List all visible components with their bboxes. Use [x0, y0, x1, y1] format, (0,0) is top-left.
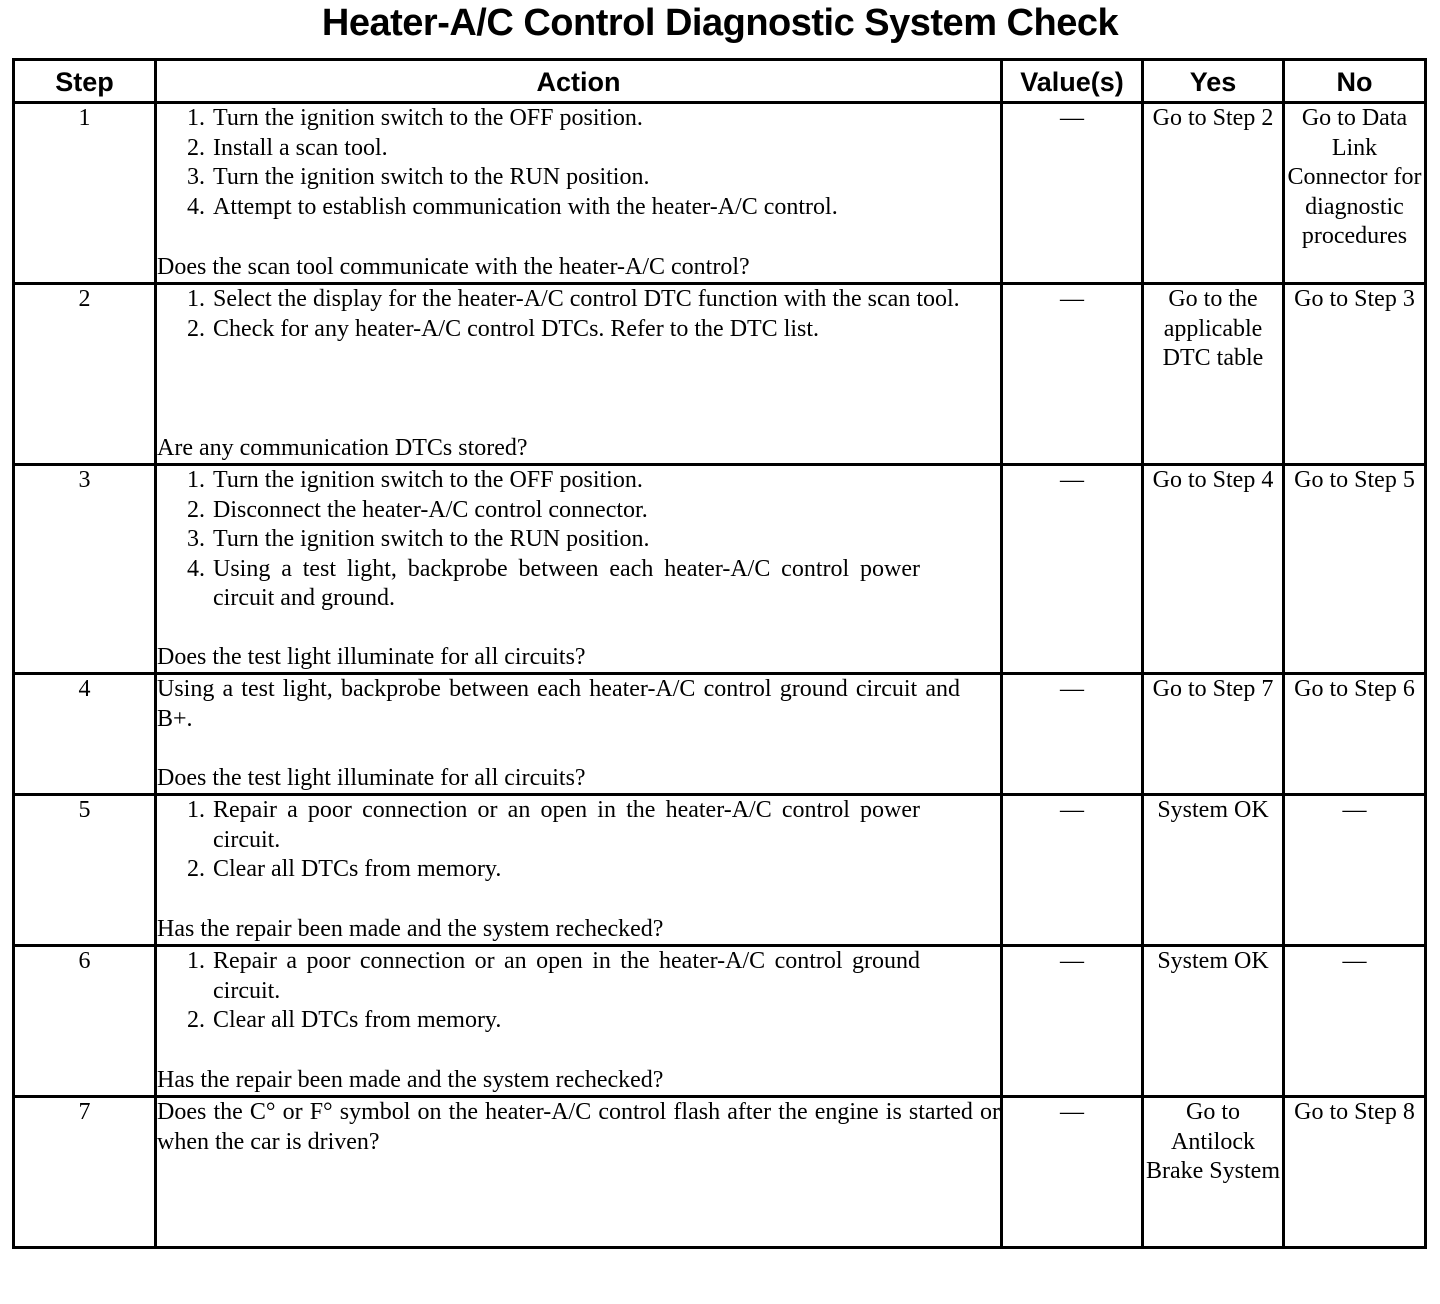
table-row — [14, 795, 1426, 946]
step-number: 7 — [14, 1097, 156, 1248]
no-cell: Go to Step 5 — [1284, 465, 1426, 674]
header-yes: Yes — [1143, 60, 1284, 103]
yes-cell: Go to Antilock Brake System — [1143, 1097, 1284, 1248]
no-cell: Go to Data Link Connector for diagnostic procedures — [1284, 103, 1426, 284]
page-title: Heater-A/C Control Diagnostic System Check — [321, 2, 1119, 44]
header-row — [14, 60, 1426, 103]
action-step: 3. Turn the ignition switch to the RUN position. — [211, 163, 1000, 193]
action-cell — [156, 946, 1002, 1097]
action-step: 2. Check for any heater-A/C control DTCs. Refer to the DTC list. — [211, 315, 1000, 345]
action-steps — [157, 947, 1000, 1036]
action-step: 1. Repair a poor connection or an open in the heater-A/C control power circuit. — [211, 796, 920, 855]
action-step: 4. Using a test light, backprobe between each heater-A/C control power circuit and ground. — [211, 555, 920, 614]
table-row — [14, 284, 1426, 465]
action-text: Using a test light, backprobe between each heater-A/C control ground circuit and B+. — [157, 676, 960, 732]
step-number: 6 — [14, 946, 156, 1097]
action-cell — [156, 465, 1002, 674]
action-question: Does the test light illuminate for all circuits? — [157, 643, 586, 670]
value-cell: — — [1002, 284, 1143, 465]
action-cell — [156, 674, 1002, 795]
step-number: 3 — [14, 465, 156, 674]
table-row — [14, 674, 1426, 795]
action-step: 1. Turn the ignition switch to the OFF position. — [211, 104, 1000, 134]
header-values: Value(s) — [1002, 60, 1143, 103]
action-question: Are any communication DTCs stored? — [157, 434, 528, 461]
header-action: Action — [156, 60, 1002, 103]
action-step: 4. Attempt to establish communication with the heater-A/C control. — [211, 193, 1000, 223]
action-step: 2. Clear all DTCs from memory. — [211, 855, 920, 885]
action-cell — [156, 1097, 1002, 1248]
value-cell: — — [1002, 795, 1143, 946]
action-steps — [157, 466, 1000, 614]
table-row — [14, 946, 1426, 1097]
action-step: 1. Turn the ignition switch to the OFF position. — [211, 466, 920, 496]
no-cell: — — [1284, 946, 1426, 1097]
table-row — [14, 103, 1426, 284]
action-step: 2. Install a scan tool. — [211, 134, 1000, 164]
yes-cell: Go to Step 7 — [1143, 674, 1284, 795]
yes-cell: Go to Step 4 — [1143, 465, 1284, 674]
value-cell: — — [1002, 946, 1143, 1097]
yes-cell: Go to the applicable DTC table — [1143, 284, 1284, 465]
table-row — [14, 465, 1426, 674]
action-step: 1. Select the display for the heater-A/C control DTC function with the scan tool. — [211, 285, 1000, 315]
no-cell: Go to Step 3 — [1284, 284, 1426, 465]
step-number: 2 — [14, 284, 156, 465]
action-steps — [157, 796, 1000, 885]
value-cell: — — [1002, 674, 1143, 795]
value-cell: — — [1002, 465, 1143, 674]
header-step: Step — [14, 60, 156, 103]
no-cell: Go to Step 8 — [1284, 1097, 1426, 1248]
yes-cell: System OK — [1143, 795, 1284, 946]
action-steps — [157, 104, 1000, 222]
value-cell: — — [1002, 1097, 1143, 1248]
action-step: 1. Repair a poor connection or an open in the heater-A/C control ground circuit. — [211, 947, 920, 1006]
no-cell: — — [1284, 795, 1426, 946]
action-step: 2. Clear all DTCs from memory. — [211, 1006, 920, 1036]
action-cell — [156, 103, 1002, 284]
action-step: 3. Turn the ignition switch to the RUN position. — [211, 525, 920, 555]
step-number: 1 — [14, 103, 156, 284]
header-no: No — [1284, 60, 1426, 103]
action-cell — [156, 795, 1002, 946]
step-number: 4 — [14, 674, 156, 795]
yes-cell: System OK — [1143, 946, 1284, 1097]
action-steps — [157, 285, 1000, 344]
value-cell: — — [1002, 103, 1143, 284]
action-step: 2. Disconnect the heater-A/C control connector. — [211, 496, 920, 526]
action-question: Does the test light illuminate for all circuits? — [157, 764, 586, 791]
diagnostic-table — [12, 58, 1427, 1249]
action-question: Has the repair been made and the system rechecked? — [157, 915, 664, 942]
action-cell — [156, 284, 1002, 465]
action-question: Has the repair been made and the system rechecked? — [157, 1066, 664, 1093]
yes-cell: Go to Step 2 — [1143, 103, 1284, 284]
step-number: 5 — [14, 795, 156, 946]
action-text: Does the C° or F° symbol on the heater-A/C control flash after the engine is started or when the car is driven? — [157, 1099, 1000, 1155]
no-cell: Go to Step 6 — [1284, 674, 1426, 795]
table-row — [14, 1097, 1426, 1248]
action-question: Does the scan tool communicate with the heater-A/C control? — [157, 253, 750, 280]
